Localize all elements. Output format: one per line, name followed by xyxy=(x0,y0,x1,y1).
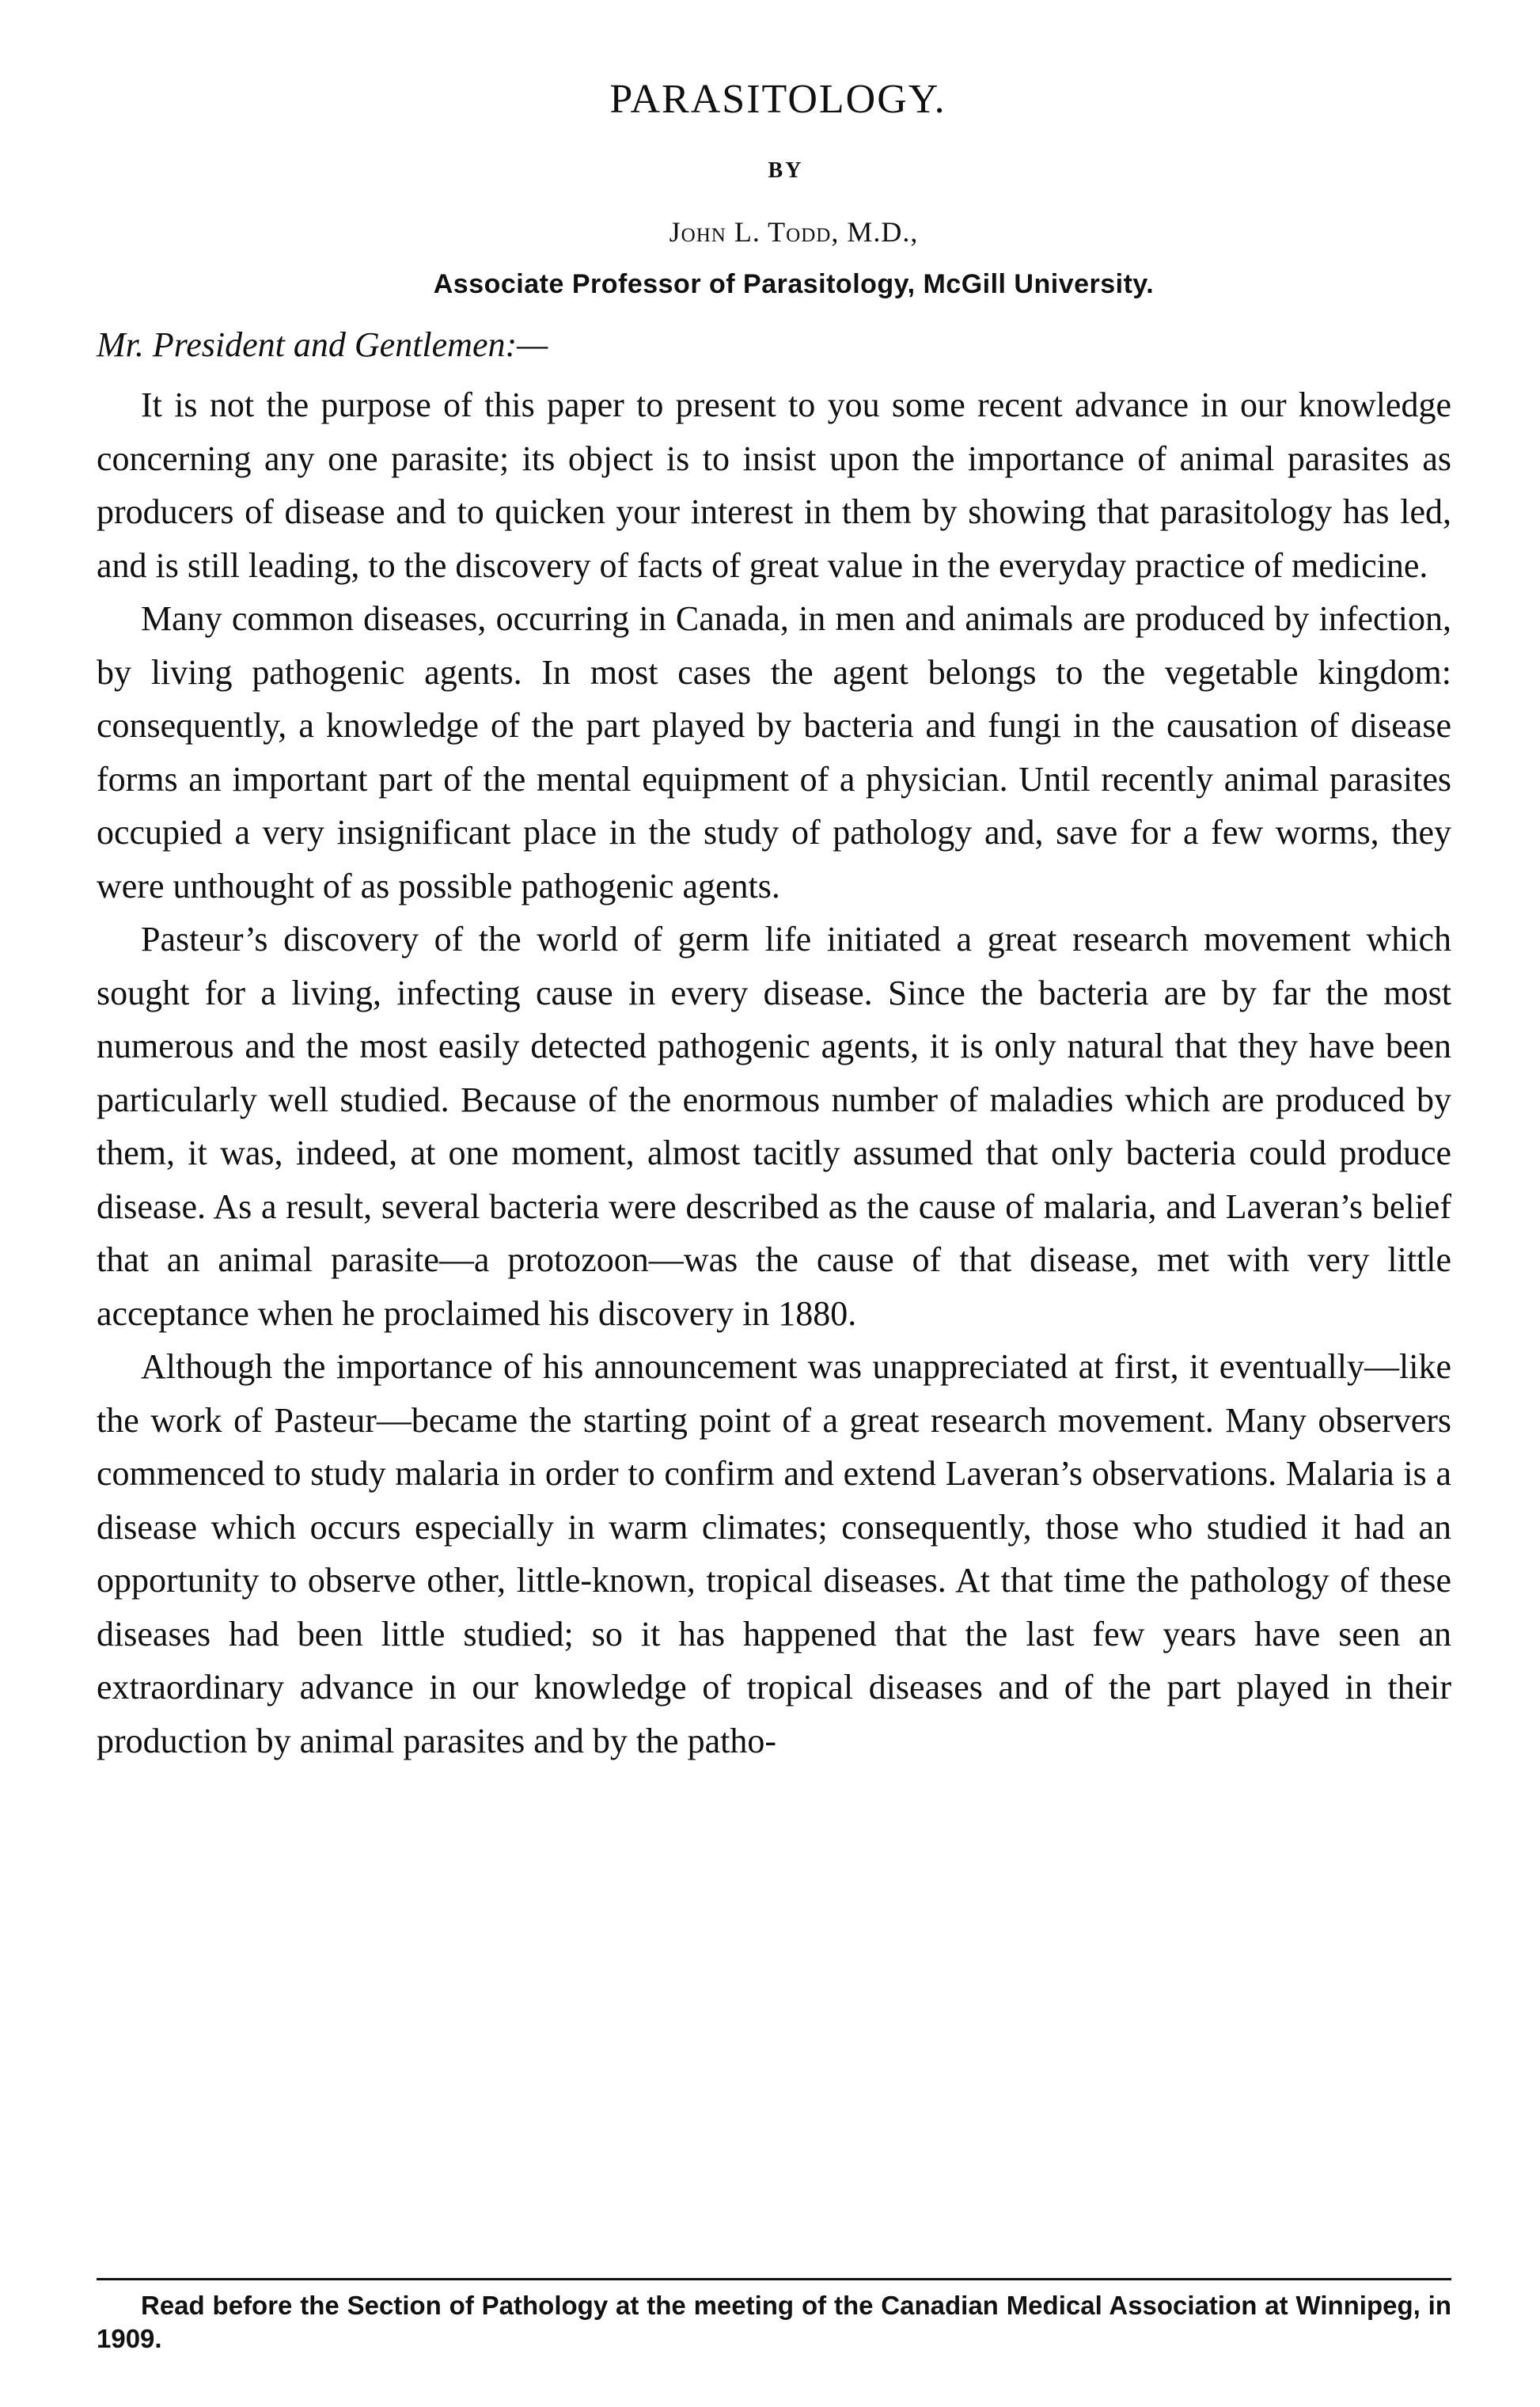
footnote: Read before the Section of Pathology at the meeting of the Canadian Medical Association at Winnipeg, in 1909. xyxy=(97,2291,1451,2353)
author-name: John L. Todd, M.D., xyxy=(669,216,919,248)
paragraph: It is not the purpose of this paper to present to you some recent advance in our knowledge concerning any one parasite; its object is to insist upon the importance of animal parasites as producers of disease and to quicken your interest in them by showing that parasitology has led, and is still leading, to the discovery of facts of great value in the everyday practice of medicine. xyxy=(97,385,1451,585)
byline-label: BY xyxy=(768,158,804,183)
author-affiliation: Associate Professor of Parasitology, McGill University. xyxy=(433,269,1155,299)
article-body xyxy=(97,378,1451,1767)
salutation: Mr. President and Gentlemen:— xyxy=(97,325,548,364)
paragraph: Many common diseases, occurring in Canada, in men and animals are produced by infection, by living pathogenic agents. In most cases the agent belongs to the vegetable kingdom: consequently, a knowledge of the part played by bacteria and fungi in the causation of disease forms an important part of the mental equipment of a physician. Until recently animal parasites occupied a very insignificant place in the study of pathology and, save for a few worms, they were unthought of as possible pathogenic agents. xyxy=(97,599,1451,905)
paragraph: Although the importance of his announcement was unappreciated at first, it eventually—like the work of Pasteur—became the starting point of a great research movement. Many observers commenced to study malaria in order to confirm and extend Laveran’s observations. Malaria is a disease which occurs especially in warm climates; consequently, those who studied it had an opportunity to observe other, little-known, tropical diseases. At that time the pathology of these diseases had been little studied; so it has happened that the last few years have seen an extraordinary advance in our knowledge of tropical diseases and of the part played in their production by animal parasites and by the patho- xyxy=(97,1347,1451,1760)
paragraph: Pasteur’s discovery of the world of germ life initiated a great research movement which sought for a living, infecting cause in every disease. Since the bacteria are by far the most numerous and the most easily detected pathogenic agents, it is only natural that they have been particularly well studied. Because of the enormous number of maladies which are produced by them, it was, indeed, at one moment, almost tacitly assumed that only bacteria could produce disease. As a result, several bacteria were described as the cause of malaria, and Laveran’s belief that an animal parasite—a protozoon—was the cause of that disease, met with very little acceptance when he proclaimed his discovery in 1880. xyxy=(97,920,1451,1333)
footnote-divider xyxy=(97,2278,1451,2280)
article-title: PARASITOLOGY. xyxy=(609,77,946,122)
